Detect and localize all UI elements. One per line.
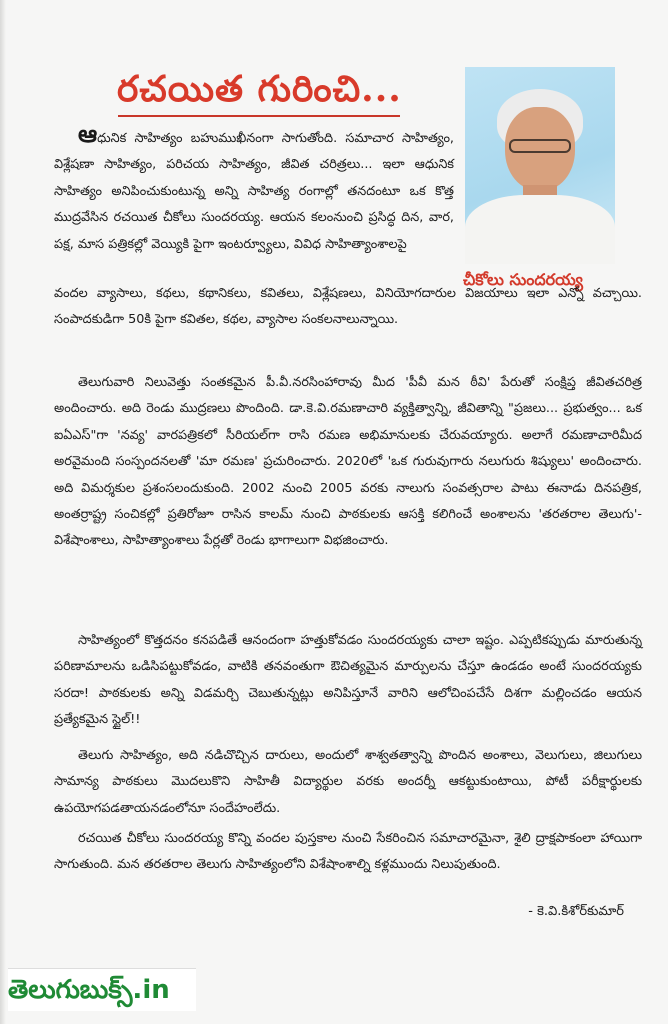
paragraph-5: రచయిత చీకోలు సుందరయ్య కొన్ని వందల పుస్తకాల నుంచి సేకరించిన సమాచారమైనా, శైలి ద్రాక్షపాకంలా హాయిగా సాగుతుంది. మన తరతరాల తెలుగు సాహిత్యంలోని విశేషాంశాల్ని కళ్లముందు నిలుపుతుంది.: [54, 831, 642, 873]
author-signature: - కె.వి.కిశోర్‌కుమార్: [528, 904, 624, 919]
drop-cap: ఆ: [78, 120, 98, 148]
paragraph-3: సాహిత్యంలో కొత్తదనం కనపడితే ఆనందంగా హత్తుకోవడం సుందరయ్యకు చాలా ఇష్టం. ఎప్పటికప్పుడు మారుతున్న పరిణామాలను ఒడిసిపట్టుకోవడం, వాటికి తనవంతుగా ఔచిత్యమైన మార్పులను చేస్తూ ఉండడం అంటే సుందరయ్యకు సరదా! పాఠకులకు అన్ని విడమర్చి చెబుతున్నట్లు అనిపిస్తూనే వారిని ఆలోచింపచేసే దిశగా మల్లించడం ఆయన ప్రత్యేకమైన స్టైల్!!: [54, 633, 642, 728]
paragraph-4: తెలుగు సాహిత్యం, అది నడిచొచ్చిన దారులు, అందులో శాశ్వతత్వాన్ని పొందిన అంశాలు, వెలుగులు, జిలుగులు సామాన్య పాఠకులు మొదలుకొని సాహితీ విద్యార్థుల వరకు అందర్నీ ఆకట్టుకుంటాయి, పోటీ పరీక్షార్థులకు ఉపయోగపడతాయనడంలోనూ సందేహంలేదు.: [54, 748, 642, 816]
site-watermark-logo: [8, 968, 196, 1011]
paragraph-1: [54, 120, 454, 258]
paragraph-2: తెలుగువారి నిలువెత్తు సంతకమైన పీ.వీ.నరసింహారావు మీద 'పీవీ మన ఠీవి' పేరుతో సంక్షిప్త జీవితచరిత్ర అందించారు. అది రెండు ముద్రణలు పొందింది. డా.కె.వి.రమణాచారి వ్యక్తిత్వాన్ని, జీవితాన్ని "ప్రజలు... ప్రభుత్వం... ఒక ఐఏఎస్"గా 'నవ్య' వారపత్రికలో సీరియల్‌గా రాసి రమణ అభిమానులకు చేరువయ్యారు. అలాగే రమణాచారిమీద అరవైమంది సంస్పందనలతో 'మా రమణ' ప్రచురించారు. 2020లో 'ఒక గురువుగారు నలుగురు శిష్యులు' అందించారు. అది విమర్శకుల ప్రశంసలందుకుంది. 2002 నుంచి 2005 వరకు నాలుగు సంవత్సరాల పాటు ఈనాడు దినపత్రిక, అంతర్రాష్ట్ర సంచికల్లో ప్రతిరోజూ రాసిన కాలమ్ నుంచి పాఠకులకు ఆసక్తి కలిగించే అంశాలను 'తరతరాల తెలుగు'-విశేషాంశాలు, సాహిత్యాంశాలు పేర్లతో రెండు భాగాలుగా విభజించారు.: [54, 375, 642, 549]
watermark-text: తెలుగుబుక్స్.in: [8, 975, 170, 1005]
page-title: రచయిత గురించి...: [117, 68, 402, 110]
photo-caption: చీకోలు సుందరయ్య: [463, 270, 583, 289]
author-photo: [465, 67, 615, 264]
paragraph-1-continued: వందల వ్యాసాలు, కథలు, కథానికలు, కవితలు, విశ్లేషణలు, వినియోగదారుల విజయాలు ఇలా ఎన్నో వచ్చాయి. సంపాదకుడిగా 50కి పైగా కవితల, కథల, వ్యాసాల సంకలనాలున్నాయి.: [54, 286, 642, 328]
title-underline: [118, 115, 400, 117]
glasses-icon: [509, 139, 571, 153]
paragraph-1-text: ధునిక సాహిత్యం బహుముఖీనంగా సాగుతోంది. సమాచార సాహిత్యం, విశ్లేషణా సాహిత్యం, పరిచయ సాహిత్యం, జీవిత చరిత్రలు... ఇలా ఆధునిక సాహిత్యం అనిపించుకుంటున్న అన్ని సాహిత్య రంగాల్లో తనదంటూ ఒక కొత్త ముద్రవేసిన రచయిత చీకోలు సుందరయ్య. ఆయన కలంనుంచి ప్రసిద్ధ దిన, వార, పక్ష, మాస పత్రికల్లో వెయ్యికి పైగా ఇంటర్వ్యూలు, వివిధ సాహిత్యాంశాలపై: [54, 131, 454, 252]
